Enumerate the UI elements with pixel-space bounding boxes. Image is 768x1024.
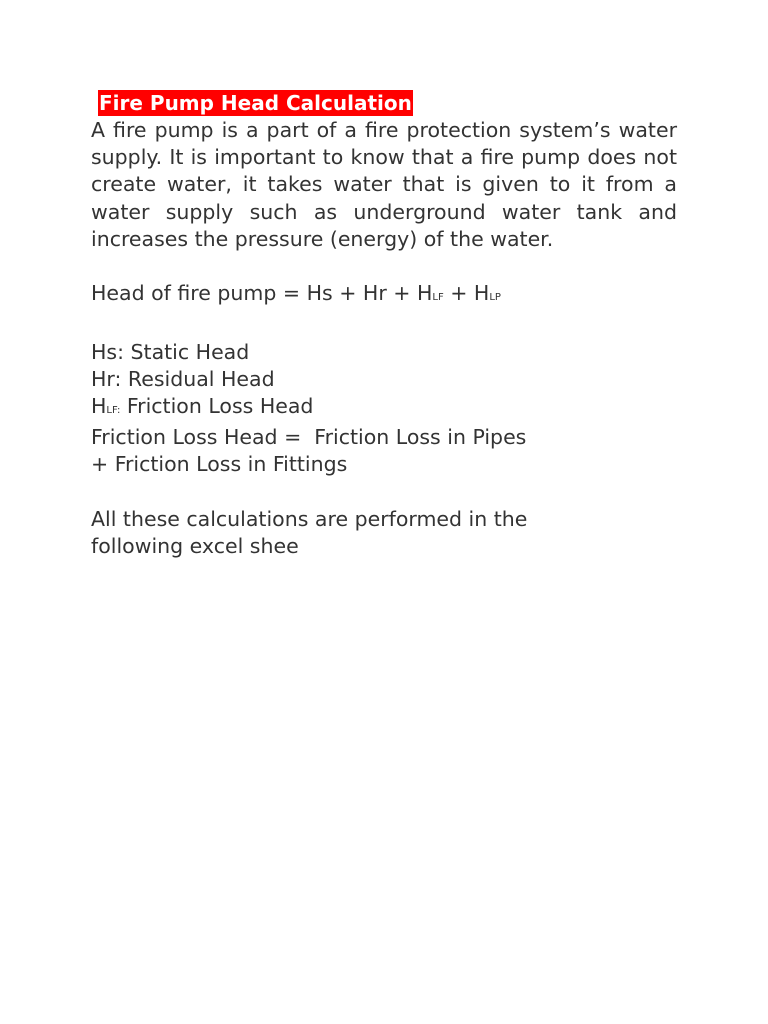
friction-formula-line-1: Friction Loss Head = Friction Loss in Pipes bbox=[91, 425, 527, 450]
hlf-text: Friction Loss Head bbox=[120, 394, 314, 418]
spacer bbox=[91, 253, 677, 280]
spacer bbox=[91, 311, 677, 338]
formula-line bbox=[91, 280, 677, 311]
formula-subscript-lp: LP bbox=[489, 292, 501, 304]
definition-static-head: Hs: Static Head bbox=[91, 339, 250, 364]
formula-prefix: Head of fire pump = Hs + Hr + H bbox=[91, 281, 433, 306]
intro-paragraph: A fire pump is a part of a fire protection system’s water supply. It is important to know that a fire pump does not create water, it takes water that is given to it from a water supply such as underground water tank and increases the pressure (energy) of the water. bbox=[91, 118, 677, 251]
document-title: Fire Pump Head Calculation bbox=[99, 91, 412, 115]
definition-friction-loss-head bbox=[91, 393, 677, 424]
definition-residual-head: Hr: Residual Head bbox=[91, 366, 275, 391]
hlf-symbol: H bbox=[91, 394, 107, 418]
formula-subscript-lf: LF bbox=[432, 292, 444, 304]
document-page bbox=[91, 90, 677, 560]
closing-line-2: following excel shee bbox=[91, 534, 299, 558]
hlf-subscript: LF: bbox=[106, 405, 121, 416]
spacer bbox=[91, 479, 677, 506]
formula-middle: + H bbox=[443, 281, 490, 306]
closing-line-1: All these calculations are performed in the bbox=[91, 506, 528, 531]
friction-formula-line-2: + Friction Loss in Fittings bbox=[91, 452, 348, 477]
